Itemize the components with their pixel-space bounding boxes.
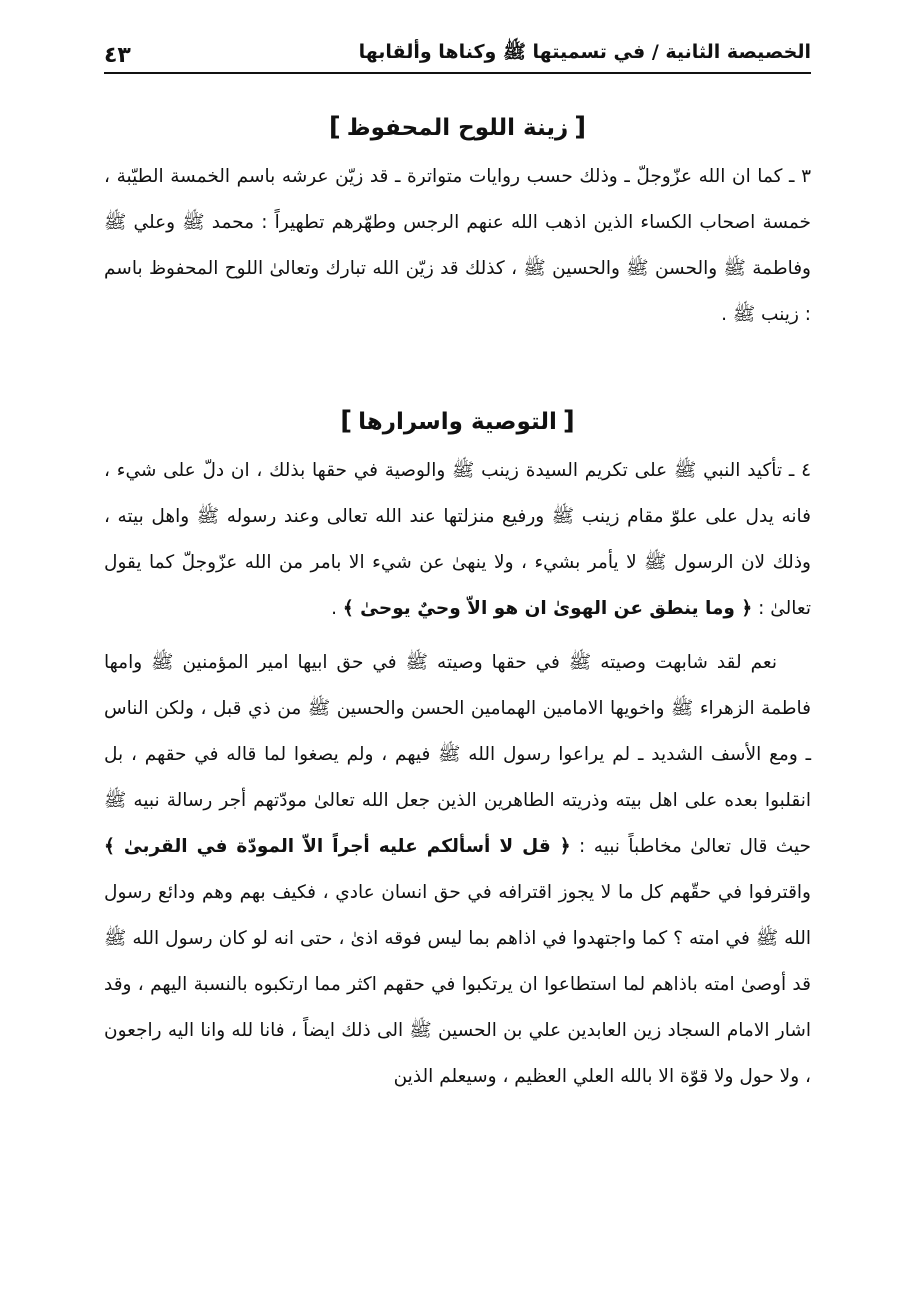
- section-heading-text: زينة اللوح المحفوظ: [346, 115, 569, 141]
- paragraph-5-text-b: واقترفوا في حقّهم كل ما لا يجوز اقترافه في حق انسان عادي ، فكيف بهم وهم ودائع رسول الله ﷺ في امته ؟ كما واجتهدوا في اذاهم بما ليس فوقه اذىٰ ، حتى انه لو كان رسول الله ﷺ قد أوصىٰ امته باذاهم لما استطاعوا ان يرتكبوا في حقهم اكثر مما ارتكبوه بالنسبة اليهم ، وقد اشار الامام السجاد زين العابدين علي بن الحسين ﷺ الى ذلك ايضاً ، فانا لله وانا اليه راجعون ، ولا حول ولا قوّة الا بالله العلي العظيم ، وسيعلم الذين: [104, 882, 811, 1087]
- quran-verse: ﴿ وما ينطق عن الهوىٰ ان هو الاّ وحيٌ يوحىٰ ﴾: [342, 598, 753, 619]
- section-heading-preserved-tablet: [104, 100, 811, 154]
- bracket-close: ]: [328, 112, 341, 142]
- page-header: [104, 30, 811, 74]
- paragraph-5: [104, 640, 811, 1100]
- quran-verse: ﴿ قل لا أسألكم عليه أجراً الاّ المودّة في القربىٰ ﴾: [104, 836, 571, 857]
- section-heading-recommendation: [104, 394, 811, 448]
- paragraph-3: ٣ ـ كما ان الله عزّوجلّ ـ وذلك حسب روايات متواترة ـ قد زيّن عرشه باسم الخمسة الطيّبة ، خمسة اصحاب الكساء الذين اذهب الله عنهم الرجس وطهّرهم تطهيراً : محمد ﷺ وعلي ﷺ وفاطمة ﷺ والحسن ﷺ والحسين ﷺ ، كذلك قد زيّن الله تبارك وتعالىٰ اللوح المحفوظ باسم : زينب ﷺ .: [104, 166, 811, 325]
- paragraph-4: [104, 448, 811, 632]
- page-content: [104, 100, 811, 1100]
- page-number: ٤٣: [104, 43, 131, 68]
- paragraph-4-end: .: [331, 598, 337, 619]
- bracket-open: [: [574, 112, 587, 142]
- bracket-open: [: [562, 406, 575, 436]
- running-title: الخصيصة الثانية / في تسميتها ﷺ وكناها وألقابها: [358, 41, 811, 63]
- paragraph-4-text: ٤ ـ تأكيد النبي ﷺ على تكريم السيدة زينب ﷺ والوصية في حقها بذلك ، ان دلّ على شيء ، فانه يدل على علوّ مقام زينب ﷺ ورفيع منزلتها عند الله تعالى وعند رسوله ﷺ واهل بيته ، وذلك لان الرسول ﷺ لا يأمر بشيء ، ولا ينهىٰ عن شيء الا بامر من الله عزّوجلّ كما يقول تعالىٰ :: [104, 460, 811, 619]
- paragraph-5-text-a: نعم لقد شابهت وصيته ﷺ في حقها وصيته ﷺ في حق ابيها امير المؤمنين ﷺ وامها فاطمة الزهراء ﷺ واخويها الامامين الهمامين الحسن والحسين ﷺ من ذي قبل ، ولكن الناس ـ ومع الأسف الشديد ـ لم يراعوا رسول الله ﷺ فيهم ، ولم يصغوا لما قاله في حقهم ، بل انقلبوا بعده على اهل بيته وذريته الطاهرين الذين جعل الله تعالىٰ مودّتهم أجر رسالة نبيه ﷺ حيث قال تعالىٰ مخاطباً نبيه :: [104, 652, 811, 857]
- bracket-close: ]: [340, 406, 353, 436]
- spacer: [104, 338, 811, 394]
- spacer: [104, 632, 811, 640]
- section-heading-text: التوصية واسرارها: [358, 409, 557, 435]
